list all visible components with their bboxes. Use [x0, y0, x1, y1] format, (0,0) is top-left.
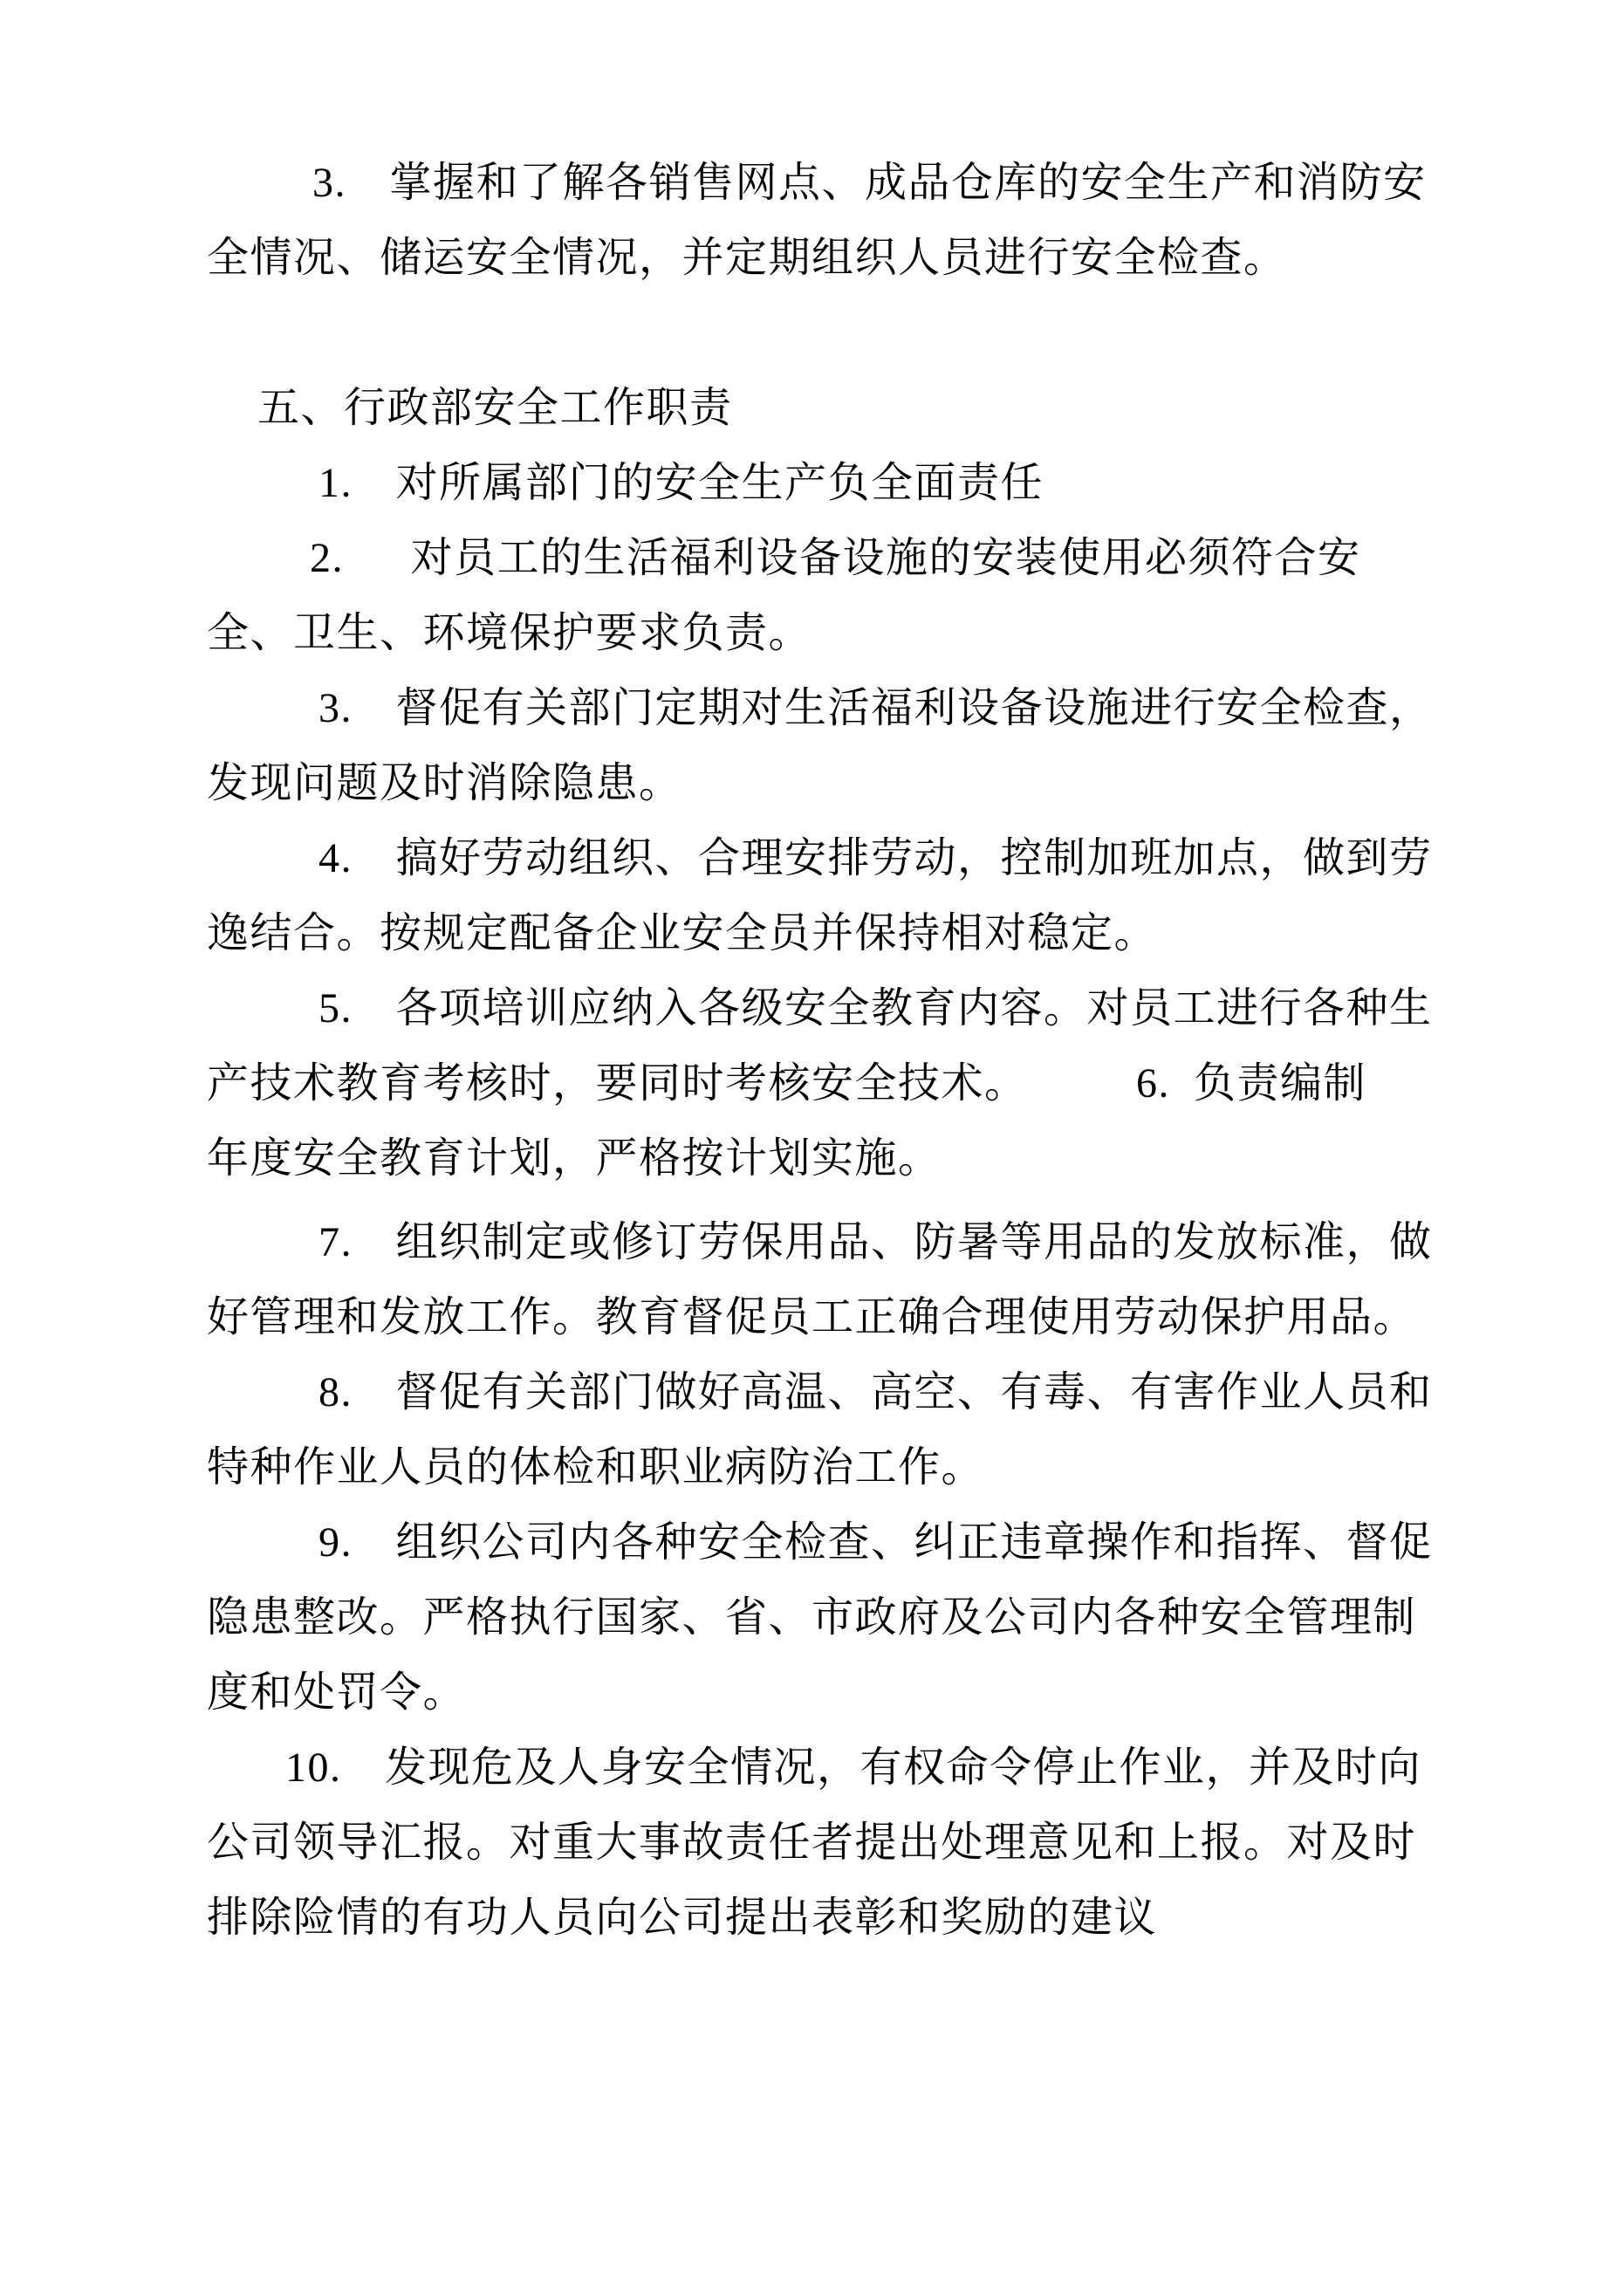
text-line: 8. 督促有关部门做好高温、高空、有毒、有害作业人员和: [318, 1369, 1433, 1415]
text-line: 全、卫生、环境保护要求负责。: [207, 610, 812, 656]
text-line: 隐患整改。严格执行国家、省、市政府及公司内各种安全管理制: [207, 1594, 1417, 1641]
list-item-8: [207, 1355, 1433, 1505]
text-line: 4. 搞好劳动组织、合理安排劳动，控制加班加点，做到劳: [318, 835, 1433, 881]
text-line: 排除险情的有功人员向公司提出表彰和奖励的建议: [207, 1895, 1158, 1941]
list-item-6: [207, 1121, 1421, 1196]
text-line: 9. 组织公司内各种安全检查、纠正违章操作和指挥、督促: [318, 1519, 1433, 1566]
text-line: 发现问题及时消除隐患。: [207, 760, 682, 806]
text-content: [207, 146, 1433, 1956]
list-item-7: [207, 1205, 1433, 1355]
text-line: 3. 督促有关部门定期对生活福利设备设施进行安全检查，: [318, 685, 1433, 731]
list-item-1: [207, 446, 1421, 521]
text-line: 5. 各项培训应纳入各级安全教育内容。对员工进行各种生: [318, 985, 1433, 1031]
text-line: 全情况、储运安全情况，并定期组织人员进行安全检查。: [207, 235, 1287, 281]
section-heading: 五、行政部安全工作职责: [257, 385, 733, 431]
text-line: 产技术教育考核时，要同时考核安全技术。 6. 负责编制: [207, 1060, 1367, 1107]
text-line: 逸结合。按规定配备企业安全员并保持相对稳定。: [207, 910, 1158, 956]
text-line: 1. 对所属部门的安全生产负全面责任: [318, 460, 1044, 506]
text-line: 特种作业人员的体检和职业病防治工作。: [207, 1444, 985, 1491]
text-line: 年度安全教育计划，严格按计划实施。: [207, 1135, 942, 1182]
text-line: 7. 组织制定或修订劳保用品、防暑等用品的发放标准，做: [318, 1219, 1433, 1265]
list-item-3: [207, 671, 1433, 821]
text-line: 10. 发现危及人身安全情况，有权命令停止作业，并及时向: [285, 1744, 1422, 1791]
list-item-2: [207, 521, 1421, 671]
list-item-9: [207, 1505, 1433, 1731]
text-line: 3. 掌握和了解各销售网点、成品仓库的安全生产和消防安: [312, 160, 1427, 206]
list-item-4: [207, 821, 1433, 971]
text-line: 度和处罚令。: [207, 1669, 467, 1716]
list-item-5: [207, 971, 1433, 1121]
text-line: 好管理和发放工作。教育督促员工正确合理使用劳动保护用品。: [207, 1294, 1417, 1340]
blank-line: [207, 296, 1421, 371]
carryover-list-item: [207, 146, 1427, 296]
text-line: 公司领导汇报。对重大事故责任者提出处理意见和上报。对及时: [207, 1820, 1417, 1866]
list-item-10: [207, 1731, 1421, 1956]
text-line: 2. 对员工的生活福利设备设施的安装使用必须符合安: [310, 535, 1361, 581]
